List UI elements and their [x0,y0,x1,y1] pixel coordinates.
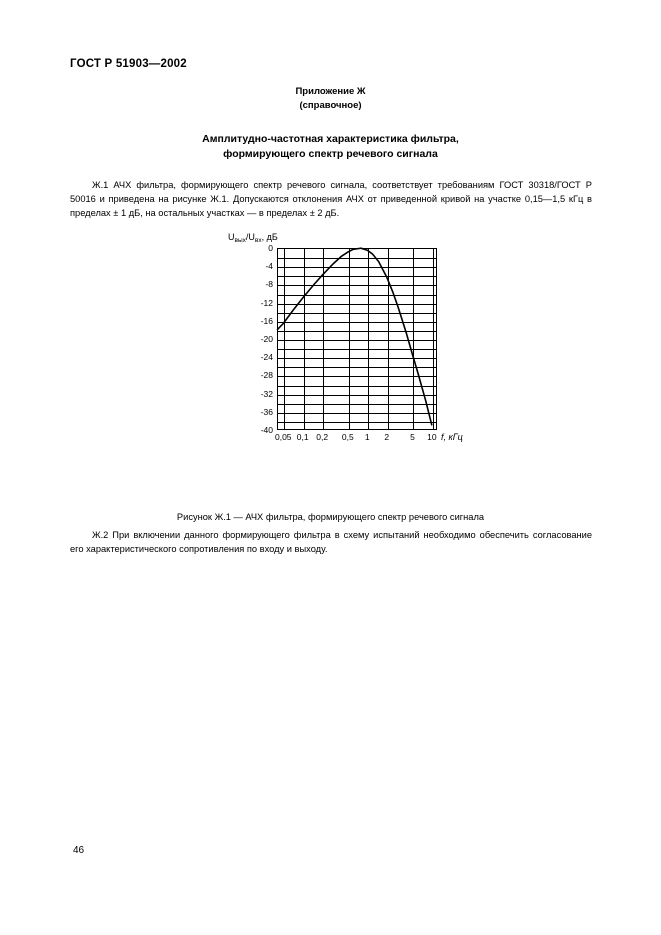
x-axis-label [441,432,463,442]
x-axis-tick: 2 [384,432,390,442]
y-axis-tick: -8 [265,279,273,290]
x-axis-tick: 0,1 [296,432,309,442]
y-axis-tick-labels [251,243,275,435]
y-axis-tick: -16 [260,315,273,326]
standard-header: ГОСТ Р 51903—2002 [70,58,187,70]
x-axis-tick: 5 [410,432,415,442]
y-axis-tick: -28 [260,370,273,381]
y-axis-tick: -32 [260,388,273,399]
paragraph-zh1 [70,178,592,220]
section-title-line-1: Амплитудно-частотная характеристика фильтра, [202,133,459,145]
page-number: 46 [73,845,85,856]
y-axis-tick: 0 [268,243,273,253]
section-title-line-2: формирующего спектр речевого сигнала [223,148,438,160]
section-title [0,132,661,162]
x-axis-tick: 0,5 [341,432,354,442]
y-axis-tick: -40 [260,425,273,435]
y-axis-label-sub-out: вых [234,237,246,244]
figure-caption: Рисунок Ж.1 — АЧХ фильтра, формирующего спектр речевого сигнала [176,512,485,522]
paragraph-zh2-text: Ж.2 При включении данного формирующего фильтра в схему испытаний необходимо обеспечить согласование его характеристического сопротивления по входу и выходу. [70,530,592,554]
annex-title: Приложение Ж [295,86,366,97]
y-axis-tick: -24 [260,352,273,363]
chart-curve [277,248,437,430]
y-axis-label-sub-in: вх [254,237,262,244]
y-axis-tick: -20 [260,334,273,344]
y-axis-tick: -4 [265,261,273,272]
x-axis-tick: 0,05 [274,432,292,442]
paragraph-zh1-text: Ж.1 АЧХ фильтра, формирующего спектр речевого сигнала, соответствует требованиям ГОСТ 30318/ГОСТ Р 50016 и приведена на рисунке Ж.1. Допускаются отклонения АЧХ от приведенной кривой на участке 0,15—1,5 кГц в пределах ± 1 дБ, на остальных участках — в пределах ± 2 дБ. [70,180,592,218]
x-axis-tick: 10 [427,432,437,442]
y-axis-tick: -36 [260,406,273,417]
paragraph-zh2 [70,528,592,556]
annex-subtitle: (справочное) [299,100,362,111]
y-axis-label [228,232,278,242]
y-axis-tick: -12 [260,297,273,308]
y-axis-label-divider: /U [245,232,255,242]
x-axis-tick: 0,2 [316,432,329,442]
x-axis-tick-labels [274,432,437,446]
y-axis-label-u-out: U [228,232,235,242]
y-axis-label-unit: , дБ [261,232,278,242]
x-axis-tick: 1 [364,432,370,442]
figure-zh1 [215,232,465,462]
x-axis-label-text: f, кГц [441,432,463,442]
